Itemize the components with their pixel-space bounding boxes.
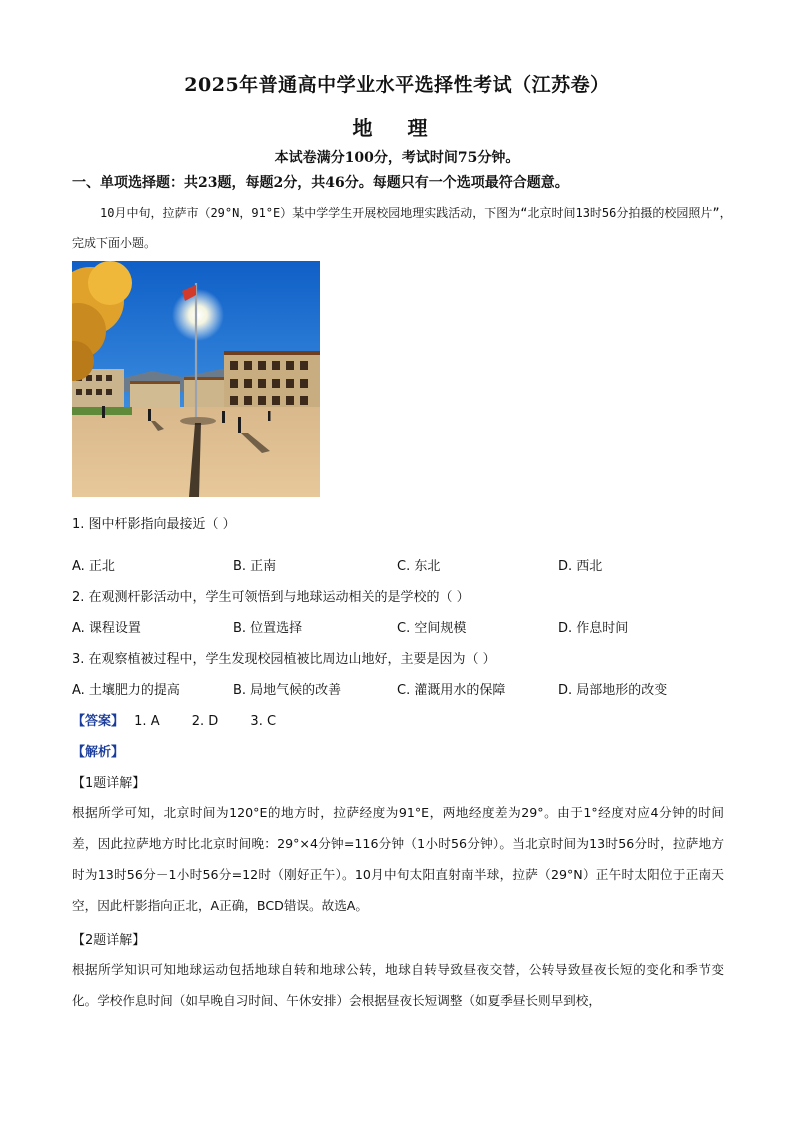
answer-item: 3. C [250,714,277,729]
question-3-stem: 3. 在观察植被过程中，学生发现校园植被比周边山地好，主要是因为（ ） [72,652,496,667]
question-3-option-b: B. 局地气候的改善 [233,683,342,698]
question-1-stem: 1. 图中杆影指向最接近（ ） [72,517,236,532]
question-2-option-d: D. 作息时间 [558,621,629,636]
q1-detail-heading: 【1题详解】 [72,776,146,791]
question-3-option-c: C. 灌溉用水的保障 [397,683,506,698]
question-2-stem: 2. 在观测杆影活动中，学生可领悟到与地球运动相关的是学校的（ ） [72,590,470,605]
question-1-option-d: D. 西北 [558,559,603,574]
q2-detail-text: 根据所学知识可知地球运动包括地球自转和地球公转，地球自转导致昼夜交替，公转导致昼夜长短的变化和季节变化。学校作息时间（如早晚自习时间、午休安排）会根据昼夜长短调整（如夏季昼长则早到校， [72,962,724,1008]
section-heading: 一、单项选择题：共23题，每题2分，共46分。每题只有一个选项最符合题意。 [72,175,569,191]
subject-title: 地 理 [352,116,442,140]
question-3-option-a: A. 土壤肥力的提高 [72,683,180,698]
answer-item: 2. D [191,714,219,729]
question-1-option-a: A. 正北 [72,559,115,574]
question-2-option-c: C. 空间规模 [397,621,467,636]
question-2-option-a: A. 课程设置 [72,621,141,636]
question-1-option-b: B. 正南 [233,559,277,574]
exam-title: 2025年普通高中学业水平选择性考试（江苏卷） [184,74,610,96]
question-1-option-c: C. 东北 [397,559,441,574]
question-3-option-d: D. 局部地形的改变 [558,683,668,698]
answer-item: 1. A [134,714,160,729]
q2-detail-heading: 【2题详解】 [72,933,146,948]
analysis-label: 【解析】 [72,745,125,760]
answer-row [72,710,298,729]
exam-meta: 本试卷满分100分，考试时间75分钟。 [274,150,520,166]
q1-detail-text: 根据所学可知，北京时间为120°E的地方时，拉萨经度为91°E，两地经度差为29°。由于1°经度对应4分钟的时间差，因此拉萨地方时比北京时间晚：29°×4分钟=116分钟（1小时56分钟）。当北京时间为13时56分时，拉萨地方时为13时56分－1小时56分=12时（刚好正午）。10月中旬太阳直射南半球，拉萨（29°N）正午时太阳位于正南天空，因此杆影指向正北，A正确，BCD错误。故选A。 [72,805,724,913]
answer-label: 【答案】 [72,714,125,729]
question-2-option-b: B. 位置选择 [233,621,303,636]
campus-photo [72,261,320,497]
question-intro: 10月中旬，拉萨市（29°N，91°E）某中学学生开展校园地理实践活动，下图为“北京时间13时56分拍摄的校园照片”，完成下面小题。 [72,206,732,250]
